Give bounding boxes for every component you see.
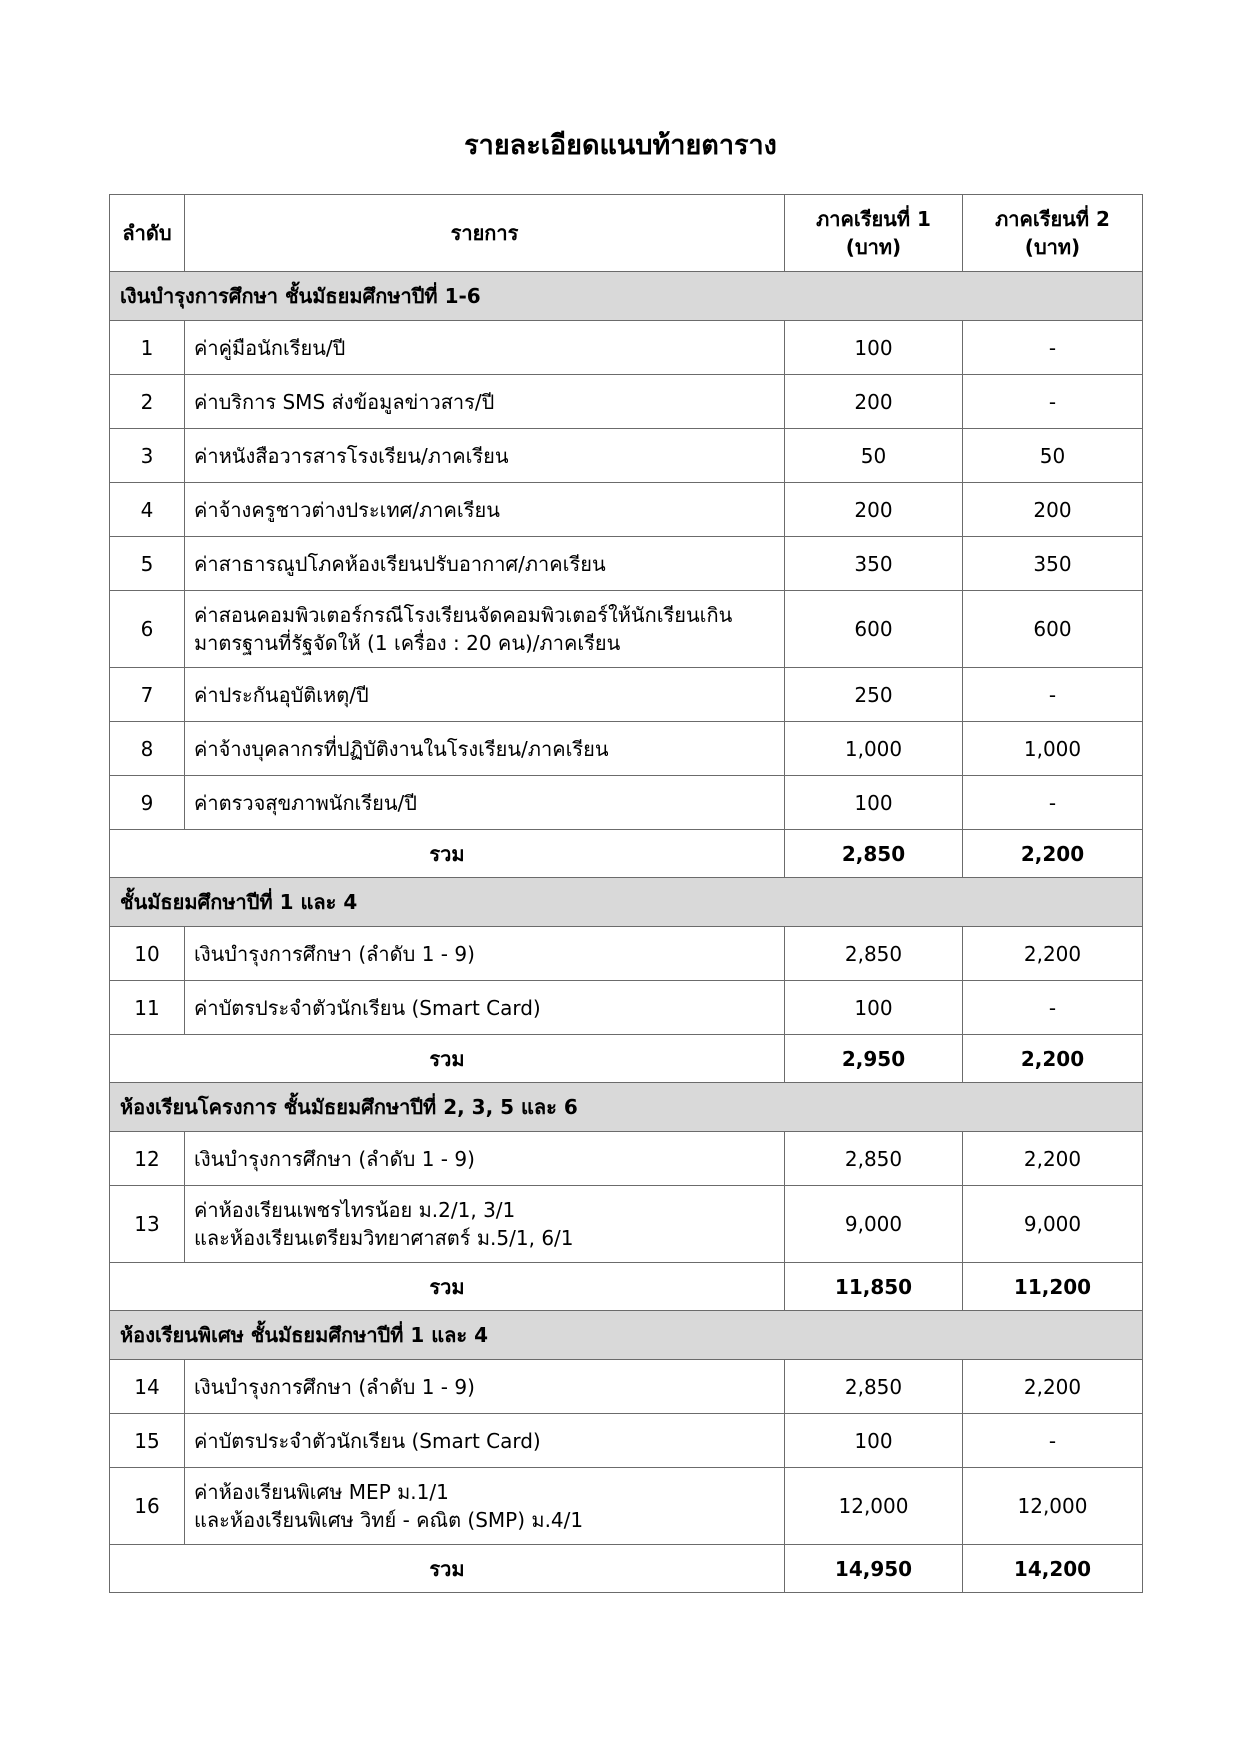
semester-2-amount: -	[963, 375, 1143, 429]
item-description-line: ค่าสอนคอมพิวเตอร์กรณีโรงเรียนจัดคอมพิวเตอร์ให้นักเรียนเกิน	[194, 603, 733, 627]
row-number: 5	[110, 537, 185, 591]
table-row	[110, 1468, 1143, 1545]
item-description-line: ค่าห้องเรียนเพชรไทรน้อย ม.2/1, 3/1	[194, 1198, 516, 1222]
section-header	[110, 1311, 1143, 1360]
subtotal-row	[110, 1035, 1143, 1083]
item-description: ค่าประกันอุบัติเหตุ/ปี	[185, 668, 785, 722]
item-description-line: มาตรฐานที่รัฐจัดให้ (1 เครื่อง : 20 คน)/ภาคเรียน	[194, 631, 621, 655]
semester-2-amount: 350	[963, 537, 1143, 591]
semester-2-amount: -	[963, 668, 1143, 722]
row-number: 11	[110, 981, 185, 1035]
semester-2-amount: 2,200	[963, 927, 1143, 981]
header-number: ลำดับ	[110, 195, 185, 272]
item-description: ค่าบัตรประจำตัวนักเรียน (Smart Card)	[185, 1414, 785, 1468]
section-title: ห้องเรียนพิเศษ ชั้นมัธยมศึกษาปีที่ 1 และ 4	[110, 1311, 1143, 1360]
section-header	[110, 1083, 1143, 1132]
table-row	[110, 483, 1143, 537]
subtotal-label: รวม	[110, 1035, 785, 1083]
section-header	[110, 878, 1143, 927]
item-description	[185, 1468, 785, 1545]
table-row	[110, 1132, 1143, 1186]
row-number: 9	[110, 776, 185, 830]
item-description: ค่าตรวจสุขภาพนักเรียน/ปี	[185, 776, 785, 830]
semester-1-amount: 2,850	[785, 1132, 963, 1186]
subtotal-label: รวม	[110, 830, 785, 878]
semester-2-amount: 2,200	[963, 1360, 1143, 1414]
row-number: 15	[110, 1414, 185, 1468]
row-number: 6	[110, 591, 185, 668]
subtotal-semester-2: 14,200	[963, 1545, 1143, 1593]
item-description: ค่าหนังสือวารสารโรงเรียน/ภาคเรียน	[185, 429, 785, 483]
subtotal-semester-1: 11,850	[785, 1263, 963, 1311]
semester-1-amount: 2,850	[785, 1360, 963, 1414]
subtotal-row	[110, 1545, 1143, 1593]
table-row	[110, 668, 1143, 722]
table-row	[110, 591, 1143, 668]
row-number: 10	[110, 927, 185, 981]
semester-1-amount: 2,850	[785, 927, 963, 981]
header-semester-1-label: ภาคเรียนที่ 1	[816, 207, 931, 231]
semester-2-amount: 2,200	[963, 1132, 1143, 1186]
section-title: เงินบำรุงการศึกษา ชั้นมัธยมศึกษาปีที่ 1-6	[110, 272, 1143, 321]
semester-2-amount: 200	[963, 483, 1143, 537]
item-description: เงินบำรุงการศึกษา (ลำดับ 1 - 9)	[185, 1132, 785, 1186]
table-row	[110, 927, 1143, 981]
row-number: 1	[110, 321, 185, 375]
table-row	[110, 1360, 1143, 1414]
table-header-row	[110, 195, 1143, 272]
header-semester-2	[963, 195, 1143, 272]
semester-2-amount: -	[963, 1414, 1143, 1468]
item-description: ค่าจ้างบุคลากรที่ปฏิบัติงานในโรงเรียน/ภาคเรียน	[185, 722, 785, 776]
table-row	[110, 981, 1143, 1035]
semester-1-amount: 250	[785, 668, 963, 722]
subtotal-semester-1: 2,850	[785, 830, 963, 878]
header-item: รายการ	[185, 195, 785, 272]
fee-table	[109, 194, 1143, 1593]
semester-2-amount: -	[963, 981, 1143, 1035]
row-number: 16	[110, 1468, 185, 1545]
row-number: 4	[110, 483, 185, 537]
table-row	[110, 321, 1143, 375]
semester-1-amount: 200	[785, 375, 963, 429]
subtotal-semester-1: 14,950	[785, 1545, 963, 1593]
header-semester-2-unit: (บาท)	[1024, 235, 1081, 259]
subtotal-label: รวม	[110, 1545, 785, 1593]
header-semester-2-label: ภาคเรียนที่ 2	[995, 207, 1110, 231]
item-description	[185, 591, 785, 668]
table-row	[110, 722, 1143, 776]
semester-2-amount: 50	[963, 429, 1143, 483]
semester-2-amount: 12,000	[963, 1468, 1143, 1545]
row-number: 14	[110, 1360, 185, 1414]
item-description: เงินบำรุงการศึกษา (ลำดับ 1 - 9)	[185, 1360, 785, 1414]
page-title: รายละเอียดแนบท้ายตาราง	[464, 130, 777, 161]
item-description	[185, 1186, 785, 1263]
semester-1-amount: 100	[785, 981, 963, 1035]
table-row	[110, 537, 1143, 591]
semester-2-amount: 1,000	[963, 722, 1143, 776]
row-number: 8	[110, 722, 185, 776]
row-number: 13	[110, 1186, 185, 1263]
semester-2-amount: -	[963, 321, 1143, 375]
table-row	[110, 1186, 1143, 1263]
semester-1-amount: 1,000	[785, 722, 963, 776]
semester-1-amount: 350	[785, 537, 963, 591]
row-number: 12	[110, 1132, 185, 1186]
item-description: ค่าบริการ SMS ส่งข้อมูลข่าวสาร/ปี	[185, 375, 785, 429]
row-number: 3	[110, 429, 185, 483]
subtotal-semester-2: 11,200	[963, 1263, 1143, 1311]
item-description-line: ค่าห้องเรียนพิเศษ MEP ม.1/1	[194, 1480, 449, 1504]
semester-1-amount: 50	[785, 429, 963, 483]
section-title: ชั้นมัธยมศึกษาปีที่ 1 และ 4	[110, 878, 1143, 927]
semester-1-amount: 200	[785, 483, 963, 537]
subtotal-row	[110, 830, 1143, 878]
subtotal-semester-2: 2,200	[963, 1035, 1143, 1083]
semester-1-amount: 100	[785, 776, 963, 830]
semester-1-amount: 100	[785, 1414, 963, 1468]
item-description: ค่าสาธารณูปโภคห้องเรียนปรับอากาศ/ภาคเรียน	[185, 537, 785, 591]
semester-2-amount: 9,000	[963, 1186, 1143, 1263]
subtotal-row	[110, 1263, 1143, 1311]
semester-1-amount: 9,000	[785, 1186, 963, 1263]
section-title: ห้องเรียนโครงการ ชั้นมัธยมศึกษาปีที่ 2, 3, 5 และ 6	[110, 1083, 1143, 1132]
table-row	[110, 1414, 1143, 1468]
semester-1-amount: 100	[785, 321, 963, 375]
item-description: ค่าจ้างครูชาวต่างประเทศ/ภาคเรียน	[185, 483, 785, 537]
semester-2-amount: 600	[963, 591, 1143, 668]
item-description: เงินบำรุงการศึกษา (ลำดับ 1 - 9)	[185, 927, 785, 981]
semester-1-amount: 600	[785, 591, 963, 668]
row-number: 2	[110, 375, 185, 429]
item-description: ค่าคู่มือนักเรียน/ปี	[185, 321, 785, 375]
subtotal-semester-1: 2,950	[785, 1035, 963, 1083]
table-row	[110, 776, 1143, 830]
header-semester-1	[785, 195, 963, 272]
subtotal-semester-2: 2,200	[963, 830, 1143, 878]
row-number: 7	[110, 668, 185, 722]
item-description: ค่าบัตรประจำตัวนักเรียน (Smart Card)	[185, 981, 785, 1035]
table-row	[110, 429, 1143, 483]
semester-2-amount: -	[963, 776, 1143, 830]
item-description-line: และห้องเรียนเตรียมวิทยาศาสตร์ ม.5/1, 6/1	[194, 1226, 574, 1250]
header-semester-1-unit: (บาท)	[845, 235, 902, 259]
item-description-line: และห้องเรียนพิเศษ วิทย์ - คณิต (SMP) ม.4/1	[194, 1508, 584, 1532]
subtotal-label: รวม	[110, 1263, 785, 1311]
semester-1-amount: 12,000	[785, 1468, 963, 1545]
section-header	[110, 272, 1143, 321]
table-row	[110, 375, 1143, 429]
